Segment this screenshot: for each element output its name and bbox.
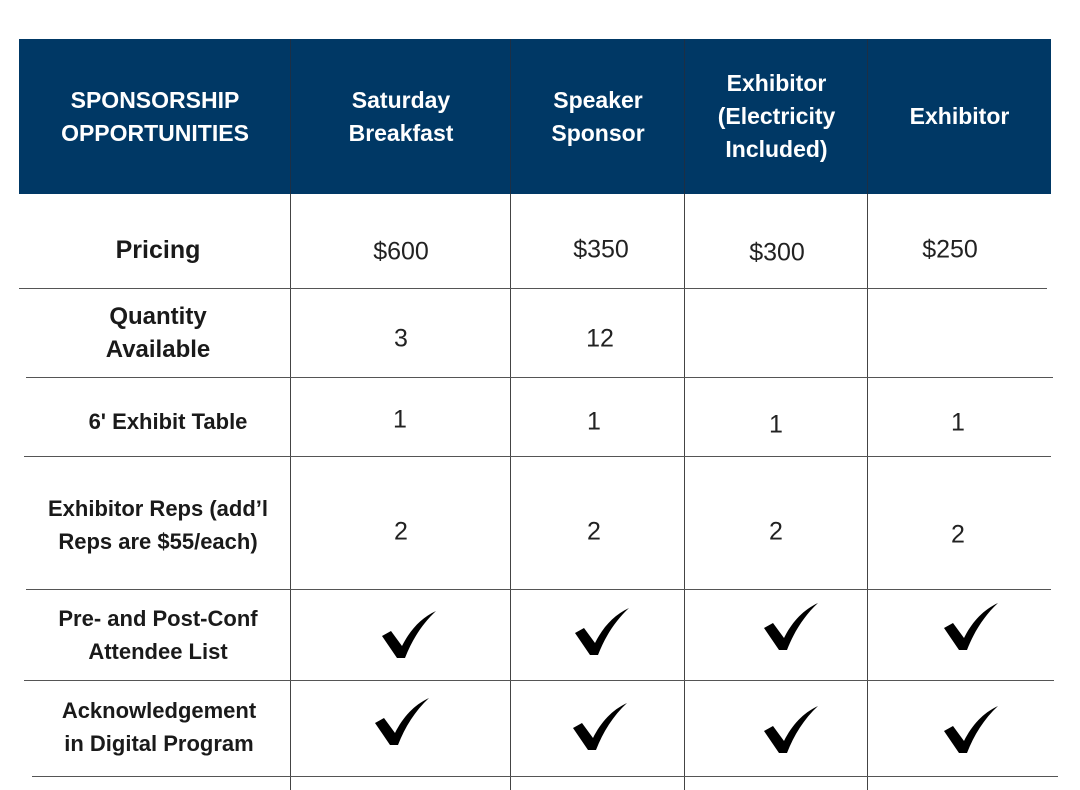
reps-saturday-breakfast: 2 xyxy=(394,517,408,546)
header-divider xyxy=(684,39,685,194)
price-speaker-sponsor: $350 xyxy=(573,235,629,264)
reps-speaker-sponsor: 2 xyxy=(587,517,601,546)
header-divider xyxy=(510,39,511,194)
checkmark-icon xyxy=(942,705,1000,755)
header-exhibitor-electricity: Exhibitor (Electricity Included) xyxy=(717,70,836,162)
row-divider xyxy=(24,680,1054,681)
table-exhibitor-electricity: 1 xyxy=(769,410,783,439)
row-label-pricing: Pricing xyxy=(115,235,201,264)
table-exhibitor: 1 xyxy=(951,408,965,437)
quantity-saturday-breakfast: 3 xyxy=(394,324,408,353)
checkmark-icon xyxy=(942,602,1000,652)
column-divider xyxy=(510,194,511,790)
checkmark-icon xyxy=(380,610,438,660)
checkmark-icon xyxy=(573,607,631,657)
reps-exhibitor: 2 xyxy=(951,520,965,549)
column-divider xyxy=(867,194,868,790)
row-divider xyxy=(26,589,1051,590)
reps-exhibitor-electricity: 2 xyxy=(769,517,783,546)
row-label-quantity-available: Quantity Available xyxy=(105,303,211,363)
quantity-speaker-sponsor: 12 xyxy=(586,324,614,353)
row-label-attendee-list: Pre- and Post-Conf Attendee List xyxy=(58,606,258,664)
header-sponsorship-opportunities: SPONSORSHIP OPPORTUNITIES xyxy=(61,86,249,146)
row-divider xyxy=(32,776,1058,777)
column-divider xyxy=(684,194,685,790)
price-exhibitor: $250 xyxy=(922,235,978,264)
header-divider xyxy=(867,39,868,194)
price-saturday-breakfast: $600 xyxy=(373,237,429,266)
header-exhibitor: Exhibitor xyxy=(909,103,1010,129)
row-label-digital-program: Acknowledgement in Digital Program xyxy=(61,698,257,756)
row-label-exhibit-table: 6' Exhibit Table xyxy=(88,408,248,434)
table-speaker-sponsor: 1 xyxy=(587,407,601,436)
table-saturday-breakfast: 1 xyxy=(393,405,407,434)
checkmark-icon xyxy=(373,697,431,747)
price-exhibitor-electricity: $300 xyxy=(749,238,805,267)
header-saturday-breakfast: Saturday Breakfast xyxy=(348,86,454,146)
header-divider xyxy=(290,39,291,194)
row-label-exhibitor-reps: Exhibitor Reps (add’l Reps are $55/each) xyxy=(47,496,269,554)
header-speaker-sponsor: Speaker Sponsor xyxy=(551,86,645,146)
checkmark-icon xyxy=(762,602,820,652)
checkmark-icon xyxy=(762,705,820,755)
checkmark-icon xyxy=(571,702,629,752)
